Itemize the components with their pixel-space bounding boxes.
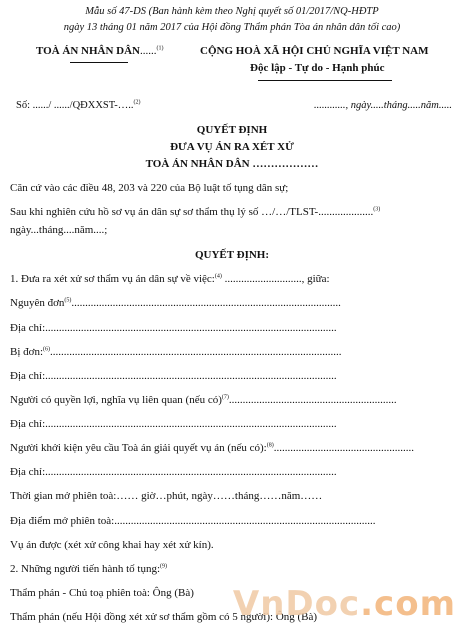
petitioner-address-line	[10, 466, 337, 478]
nation-title: CỘNG HOÀ XÃ HỘI CHỦ NGHĨA VIỆT NAM	[200, 45, 429, 57]
hearing-place-line	[10, 515, 375, 527]
item2-text: 2. Những người tiến hành tố tụng:	[10, 563, 161, 575]
item1-text: 1. Đưa ra xét xử sơ thẩm vụ án dân sự về việc:	[10, 273, 215, 285]
second-judge-line: Thẩm phán (nếu Hội đồng xét xử sơ thẩm gồm có 5 người): Ông (Bà)	[10, 611, 318, 623]
defendant-dots: ..........................................................................................................	[50, 346, 342, 358]
related-party-line	[10, 394, 397, 406]
watermark-brand: VnDoc	[232, 584, 361, 624]
basis-line2-note: (3)	[373, 206, 381, 213]
related-party-label: Người có quyền lợi, nghĩa vụ liên quan (nếu có)	[10, 394, 222, 406]
date-line: ............, ngày.....tháng.....năm.....	[314, 100, 452, 111]
petitioner-address-label: Địa chỉ:	[10, 466, 46, 478]
document-number-text: Số: ....../ ....../QĐXXST-…..	[16, 100, 134, 111]
basis-line3: ngày...tháng....năm....;	[10, 224, 108, 236]
defendant-label: Bị đơn:	[10, 346, 44, 358]
court-underline	[70, 62, 128, 63]
defendant-line	[10, 346, 342, 358]
nation-motto: Độc lập - Tự do - Hạnh phúc	[250, 62, 385, 74]
plaintiff-address-label: Địa chỉ:	[10, 322, 46, 334]
hearing-time-line: Thời gian mở phiên toà:…… giờ…phút, ngày……tháng……năm……	[10, 490, 323, 502]
item1-tail: ............................, giữa:	[221, 273, 330, 285]
title-bring-to-trial: ĐƯA VỤ ÁN RA XÉT XỬ	[170, 141, 294, 153]
item1-line	[10, 273, 330, 285]
presiding-judge-line: Thẩm phán - Chủ toạ phiên toà: Ông (Bà)	[10, 587, 194, 599]
related-address-label: Địa chỉ:	[10, 418, 46, 430]
item1-note: (4)	[214, 273, 222, 280]
plaintiff-note: (5)	[64, 297, 72, 304]
watermark-domain: .com	[360, 584, 456, 624]
defendant-address-label: Địa chỉ:	[10, 370, 46, 382]
basis-line2-text: Sau khi nghiên cứu hồ sơ vụ án dân sự sơ thẩm thụ lý số …/…/TLST-....................	[10, 206, 374, 218]
form-notice-line2: ngày 13 tháng 01 năm 2017 của Hội đồng Thẩm phán Tòa án nhân dân tối cao)	[63, 22, 401, 33]
related-address-line	[10, 418, 337, 430]
trial-type-line: Vụ án được (xét xử công khai hay xét xử kín).	[10, 539, 214, 551]
defendant-note: (6)	[43, 346, 51, 353]
petitioner-address-dots: ..........................................................................................................	[45, 466, 337, 478]
petitioner-note: (8)	[266, 442, 274, 449]
plaintiff-label: Nguyên đơn	[10, 297, 65, 309]
plaintiff-dots: ..................................................................................................	[71, 297, 341, 309]
decision-heading: QUYẾT ĐỊNH:	[194, 249, 270, 261]
form-notice-line1: Mẫu số 47-DS (Ban hành kèm theo Nghị quyết số 01/2017/NQ-HĐTP	[85, 6, 379, 17]
defendant-address-line	[10, 370, 337, 382]
basis-line1: Căn cứ vào các điều 48, 203 và 220 của Bộ luật tố tụng dân sự;	[10, 182, 289, 194]
petitioner-label: Người khởi kiện yêu cầu Toà án giải quyết vụ án (nếu có):	[10, 442, 267, 454]
court-name-note: (1)	[156, 45, 164, 52]
plaintiff-address-line	[10, 322, 337, 334]
motto-underline	[258, 80, 392, 81]
related-party-note: (7)	[221, 394, 229, 401]
document-number	[16, 100, 140, 111]
vndoc-watermark-logo	[233, 584, 456, 624]
related-address-dots: ..........................................................................................................	[45, 418, 337, 430]
basis-line2	[10, 206, 380, 218]
title-court: TOÀ ÁN NHÂN DÂN ………………	[145, 158, 319, 170]
related-party-dots: .............................................................	[228, 394, 397, 406]
plaintiff-line	[10, 297, 341, 309]
item2-line	[10, 563, 167, 575]
court-name: TOÀ ÁN NHÂN DÂN	[36, 45, 140, 57]
court-name-block	[36, 45, 164, 57]
item2-note: (9)	[160, 563, 168, 570]
plaintiff-address-dots: ..........................................................................................................	[45, 322, 337, 334]
petitioner-line	[10, 442, 414, 454]
title-decision: QUYẾT ĐỊNH	[196, 124, 268, 136]
court-name-dots: ......	[140, 45, 157, 57]
hearing-place-dots: ...............................................................................................	[114, 515, 376, 527]
document-number-note: (2)	[133, 99, 141, 106]
hearing-place-label: Địa điểm mở phiên toà:	[10, 515, 115, 527]
defendant-address-dots: ..........................................................................................................	[45, 370, 337, 382]
petitioner-dots: ...................................................	[273, 442, 414, 454]
